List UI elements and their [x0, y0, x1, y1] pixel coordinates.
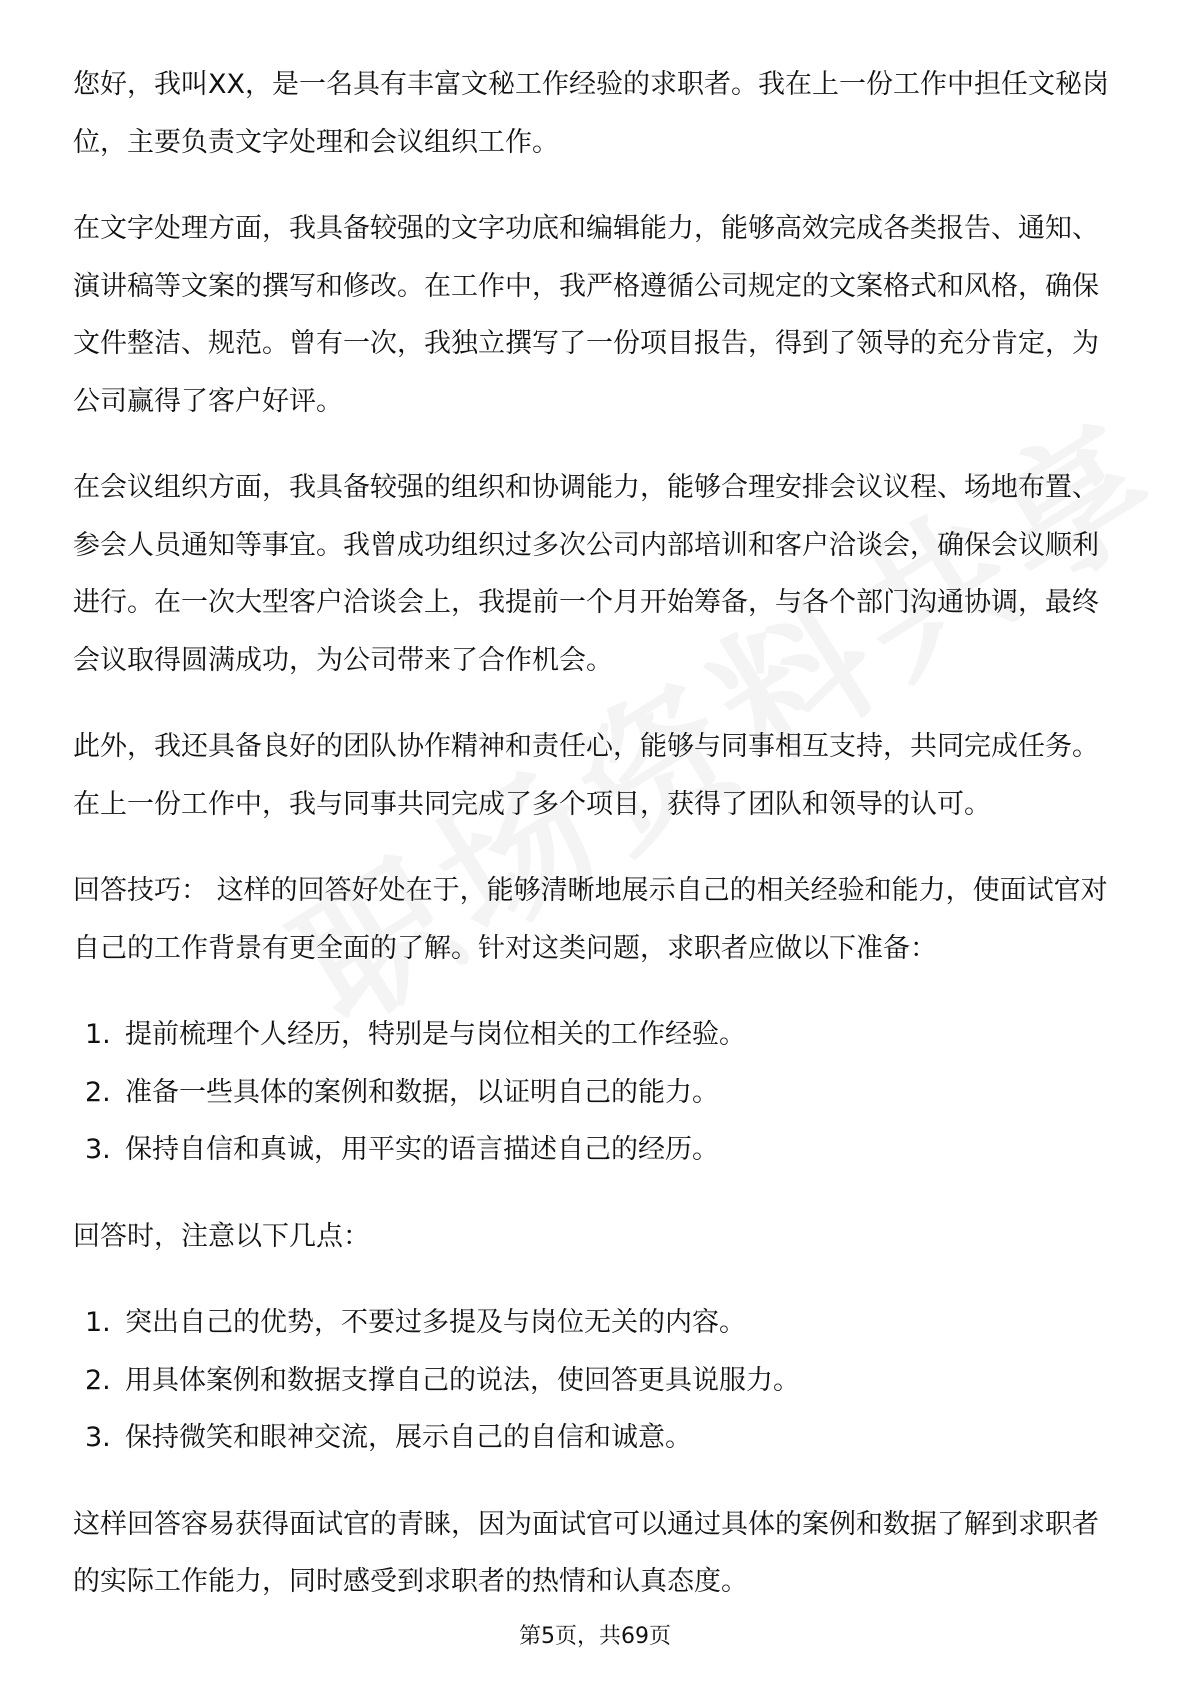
list-item — [73, 1121, 1123, 1179]
document-body — [73, 56, 1123, 1640]
list-item — [73, 1006, 1123, 1064]
list-item — [73, 1294, 1123, 1352]
list-number: 1. — [85, 1019, 111, 1050]
answer-tips-paragraph: 回答技巧： 这样的回答好处在于，能够清晰地展示自己的相关经验和能力，使面试官对自己的工作背景有更全面的了解。针对这类问题，求职者应做以下准备： — [73, 875, 1108, 964]
list-number: 2. — [85, 1076, 111, 1108]
list-number: 1. — [85, 1307, 111, 1338]
text-processing-paragraph: 在文字处理方面，我具备较强的文字功底和编辑能力，能够高效完成各类报告、通知、演讲稿等文案的撰写和修改。在工作中，我严格遵循公司规定的文案格式和风格，确保文件整洁、规范。曾有一次，我独立撰写了一份项目报告，得到了领导的充分肯定，为公司赢得了客户好评。 — [73, 213, 1099, 417]
notes-heading: 回答时，注意以下几点： — [73, 1220, 370, 1252]
page-footer: 第5页，共69页 — [519, 1624, 671, 1649]
intro-paragraph: 您好，我叫XX，是一名具有丰富文秘工作经验的求职者。我在上一份工作中担任文秘岗位，主要负责文字处理和会议组织工作。 — [73, 69, 1109, 158]
list-item — [73, 1064, 1123, 1122]
list-item-text: 准备一些具体的案例和数据，以证明自己的能力。 — [125, 1076, 719, 1108]
list-number: 3. — [85, 1134, 111, 1165]
meeting-organization-paragraph: 在会议组织方面，我具备较强的组织和协调能力，能够合理安排会议议程、场地布置、参会人员通知等事宜。我曾成功组织过多次公司内部培训和客户洽谈会，确保会议顺利进行。在一次大型客户洽谈会上，我提前一个月开始筹备，与各个部门沟通协调，最终会议取得圆满成功，为公司带来了合作机会。 — [73, 472, 1099, 676]
list-item — [73, 1352, 1123, 1410]
notes-list — [73, 1294, 1123, 1467]
list-item-text: 用具体案例和数据支撑自己的说法，使回答更具说服力。 — [125, 1364, 800, 1396]
list-item-text: 保持微笑和眼神交流，展示自己的自信和诚意。 — [125, 1422, 692, 1453]
closing-paragraph: 这样回答容易获得面试官的青睐，因为面试官可以通过具体的案例和数据了解到求职者的实际工作能力，同时感受到求职者的热情和认真态度。 — [73, 1508, 1099, 1597]
list-number: 3. — [85, 1422, 111, 1453]
list-item-text: 提前梳理个人经历，特别是与岗位相关的工作经验。 — [125, 1019, 746, 1050]
teamwork-paragraph: 此外，我还具备良好的团队协作精神和责任心，能够与同事相互支持，共同完成任务。在上一份工作中，我与同事共同完成了多个项目，获得了团队和领导的认可。 — [73, 731, 1099, 820]
list-item — [73, 1409, 1123, 1467]
list-item-text: 突出自己的优势，不要过多提及与岗位无关的内容。 — [125, 1307, 746, 1338]
list-number: 2. — [85, 1364, 111, 1396]
preparation-list — [73, 1006, 1123, 1179]
list-item-text: 保持自信和真诚，用平实的语言描述自己的经历。 — [125, 1134, 719, 1165]
